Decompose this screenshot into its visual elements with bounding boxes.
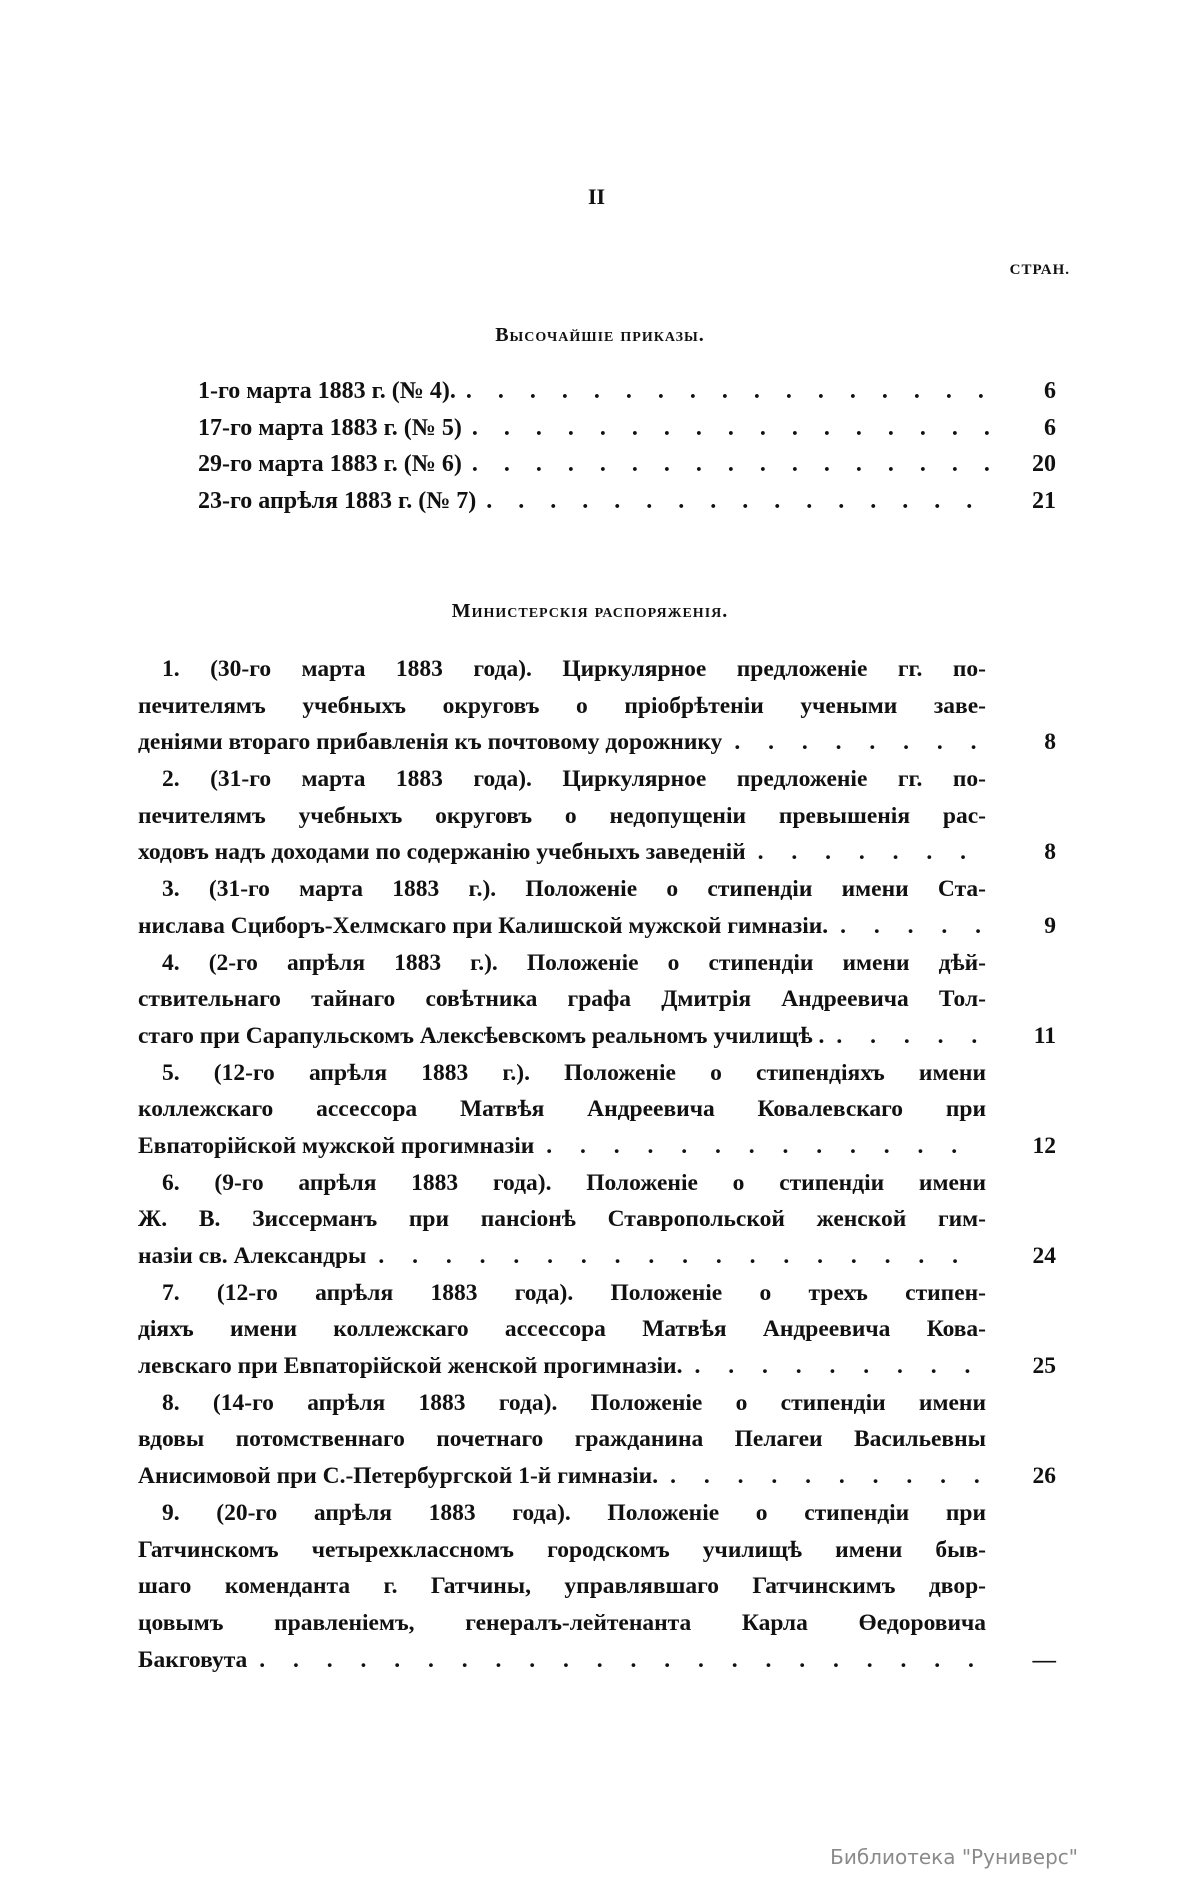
toc-entry-text: цовымъ правленіемъ, генералъ-лейтенанта Карла Өедоровича xyxy=(138,1609,986,1636)
toc-entry-text: Бакговута xyxy=(138,1646,248,1673)
toc-entry-line xyxy=(138,766,1056,803)
toc-entry-last-line xyxy=(138,839,986,866)
dot-leader xyxy=(722,729,986,756)
toc-entry-last-line xyxy=(138,1133,986,1160)
toc-entry-text: Евпаторійской мужской прогимназіи xyxy=(138,1132,535,1159)
dot-leader xyxy=(824,1023,986,1050)
toc-entry-text: печителямъ учебныхъ округовъ о пріобрѣтеніи учеными заве- xyxy=(138,692,986,719)
toc-entry-text: нислава Сциборъ-Хелмскаго при Калишской мужской гимназіи. xyxy=(138,912,829,939)
toc-entry xyxy=(198,415,1056,452)
toc-entry-text: 3. (31-го марта 1883 г.). Положеніе о стипендіи имени Ста- xyxy=(162,876,986,903)
toc-entry-line xyxy=(138,839,1056,876)
toc-entry-text: 5. (12-го апрѣля 1883 г.). Положеніе о стипендіяхъ имени xyxy=(162,1059,986,1086)
dot-leader xyxy=(366,1243,986,1270)
toc-entry-text: Анисимовой при С.-Петербургской 1-й гимназіи. xyxy=(138,1463,659,1490)
toc-entry-text: деніями втораго прибавленія къ почтовому дорожнику xyxy=(138,729,723,756)
toc-entry-page: 12 xyxy=(1032,1132,1056,1159)
toc-entry-line xyxy=(138,1096,1056,1133)
dot-leader xyxy=(476,488,996,515)
toc-entry-line xyxy=(138,1170,1056,1207)
toc-entry-text: ствительнаго тайнаго совѣтника графа Дмитрія Андреевича Тол- xyxy=(138,986,986,1013)
toc-entry-line xyxy=(138,1573,1056,1610)
imperial-orders-list xyxy=(198,378,1056,524)
toc-entry-line xyxy=(138,1647,1056,1684)
toc-entry-last-line xyxy=(138,1647,986,1674)
toc-entry-text: назіи св. Александры xyxy=(138,1243,367,1269)
toc-entry-line xyxy=(138,986,1056,1023)
toc-entry-line xyxy=(138,693,1056,730)
ministerial-orders-list xyxy=(138,656,1056,1683)
dot-leader xyxy=(462,415,996,442)
page-number: II xyxy=(588,184,606,209)
toc-entry-text: левскаго при Евпаторійской женской прогимназіи. xyxy=(138,1353,683,1380)
toc-entry-line xyxy=(138,1426,1056,1463)
toc-entry-text: стаго при Сарапульскомъ Алексѣевскомъ реальномъ училищѣ . xyxy=(138,1022,825,1049)
toc-entry-line xyxy=(138,803,1056,840)
toc-entry-text: 6. (9-го апрѣля 1883 года). Положеніе о стипендіи имени xyxy=(162,1169,986,1196)
toc-entry-line xyxy=(138,1463,1056,1500)
toc-entry-page: 26 xyxy=(1032,1463,1056,1490)
dot-leader xyxy=(828,913,986,940)
toc-entry-text: діяхъ имени коллежскаго ассессора Матвѣя Андреевича Кова- xyxy=(138,1316,986,1343)
toc-entry-page: 24 xyxy=(1032,1243,1056,1269)
toc-entry-text: коллежскаго ассессора Матвѣя Андреевича Ковалевскаго при xyxy=(138,1096,986,1123)
toc-entry-text: шаго коменданта г. Гатчины, управлявшаго Гатчинскимъ двор- xyxy=(138,1573,986,1600)
toc-entry-line xyxy=(138,1243,1056,1280)
page-column-header: СТРАН. xyxy=(1009,262,1070,278)
toc-entry-line xyxy=(138,913,1056,950)
section-title-ministerial-orders: Министерскія распоряженія. xyxy=(451,600,729,622)
toc-entry-text: Гатчинскомъ четырехклассномъ городскомъ училищѣ имени быв- xyxy=(138,1536,986,1563)
toc-entry-text: 8. (14-го апрѣля 1883 года). Положеніе о стипендіи имени xyxy=(162,1389,986,1416)
toc-entry-line xyxy=(138,876,1056,913)
toc-entry xyxy=(198,451,1056,488)
toc-entry-last-line xyxy=(138,1353,986,1380)
toc-entry-line xyxy=(138,1390,1056,1427)
toc-entry-last-line xyxy=(138,729,986,756)
toc-entry-page: 11 xyxy=(1033,1022,1056,1049)
toc-entry-last-line xyxy=(138,1243,986,1270)
toc-entry-page: 25 xyxy=(1032,1353,1056,1380)
toc-entry-line xyxy=(138,656,1056,693)
toc-entry-text: печителямъ учебныхъ округовъ о недопущеніи превышенія рас- xyxy=(138,802,986,829)
toc-entry-line xyxy=(138,1206,1056,1243)
toc-entry-page: 6 xyxy=(1044,414,1056,441)
toc-entry-text: 17-го марта 1883 г. (№ 5) xyxy=(198,414,462,441)
toc-entry xyxy=(198,378,1056,415)
dot-leader xyxy=(456,378,996,405)
dot-leader xyxy=(534,1133,986,1160)
dot-leader xyxy=(658,1463,986,1490)
toc-entry-text: 9. (20-го апрѣля 1883 года). Положеніе о стипендіи при xyxy=(162,1499,986,1526)
toc-entry-line xyxy=(138,1500,1056,1537)
library-watermark: Библиотека "Руниверс" xyxy=(830,1845,1078,1869)
toc-entry-text: 2. (31-го марта 1883 года). Циркулярное предложеніе гг. по- xyxy=(162,766,986,793)
toc-entry-page: 6 xyxy=(1044,378,1056,404)
toc-entry-page: 9 xyxy=(1044,912,1056,939)
toc-entry-text: 1-го марта 1883 г. (№ 4). xyxy=(198,378,456,404)
toc-entry-page: 20 xyxy=(1032,451,1056,478)
toc-entry-text: 4. (2-го апрѣля 1883 г.). Положеніе о стипендіи имени дѣй- xyxy=(162,949,986,976)
toc-entry-line xyxy=(138,1280,1056,1317)
dot-leader xyxy=(682,1353,986,1380)
toc-entry-line xyxy=(138,1610,1056,1647)
toc-entry-line xyxy=(138,729,1056,766)
toc-entry-last-line xyxy=(138,1023,986,1050)
toc-entry-page: 8 xyxy=(1044,839,1056,866)
toc-entry-last-line xyxy=(138,1463,986,1490)
toc-entry-text: Ж. В. Зиссерманъ при пансіонѣ Ставропольской женской гим- xyxy=(138,1206,986,1233)
dot-leader xyxy=(746,839,986,866)
toc-entry-line xyxy=(138,1133,1056,1170)
toc-entry-text: 23-го апрѣля 1883 г. (№ 7) xyxy=(198,487,477,514)
toc-entry xyxy=(198,488,1056,525)
dot-leader xyxy=(247,1647,986,1674)
toc-entry-text: 1. (30-го марта 1883 года). Циркулярное предложеніе гг. по- xyxy=(162,656,986,682)
toc-entry-text: вдовы потомственнаго почетнаго гражданина Пелагеи Васильевны xyxy=(138,1426,986,1453)
toc-entry-page: 8 xyxy=(1044,729,1056,756)
toc-entry-text: 29-го марта 1883 г. (№ 6) xyxy=(198,451,462,478)
toc-entry-text: 7. (12-го апрѣля 1883 года). Положеніе о трехъ стипен- xyxy=(162,1279,986,1306)
toc-entry-text: ходовъ надъ доходами по содержанію учебныхъ заведеній xyxy=(138,839,746,866)
toc-entry-line xyxy=(138,1023,1056,1060)
toc-entry-line xyxy=(138,1316,1056,1353)
toc-entry-page: — xyxy=(1032,1646,1056,1673)
toc-entry-line xyxy=(138,950,1056,987)
toc-entry-line xyxy=(138,1353,1056,1390)
toc-entry-page: 21 xyxy=(1032,487,1056,514)
section-title-imperial-orders: Высочайшіе приказы. xyxy=(495,324,705,346)
toc-entry-last-line xyxy=(138,913,986,940)
toc-entry-line xyxy=(138,1537,1056,1574)
dot-leader xyxy=(462,451,996,478)
toc-entry-line xyxy=(138,1060,1056,1097)
